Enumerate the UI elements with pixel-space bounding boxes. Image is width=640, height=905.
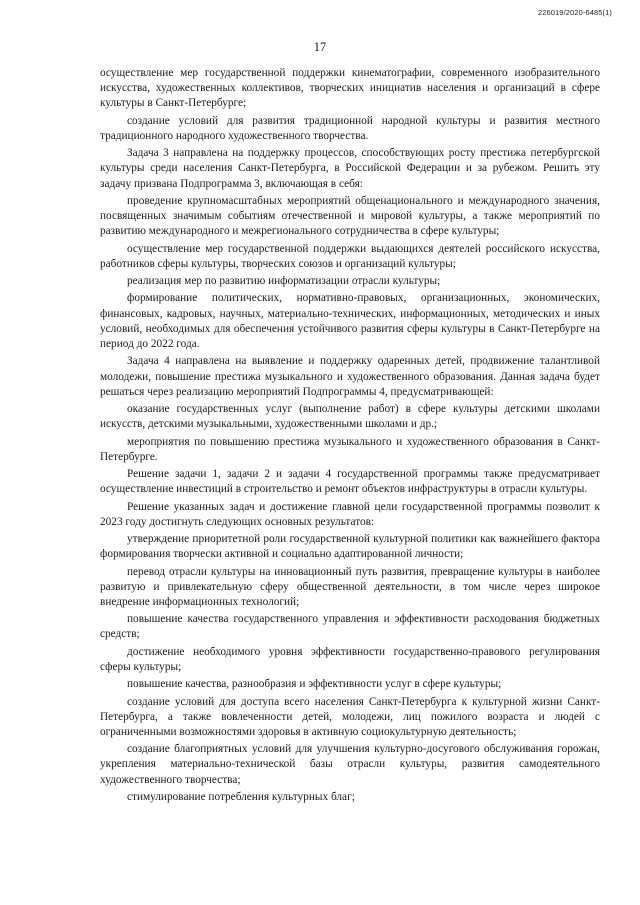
paragraph: повышение качества государственного управления и эффективности расходования бюджетных средств; [100, 613, 600, 641]
document-body [100, 66, 600, 807]
paragraph: Задача 4 направлена на выявление и поддержку одаренных детей, продвижение талантливой молодежи, повышение престижа музыкального и художественного образования. Данная задача будет решаться через реализацию мероприятий Подпрограммы 4, предусматривающей: [100, 355, 600, 398]
paragraph: формирование политических, нормативно-правовых, организационных, экономических, финансовых, кадровых, научных, материально-технических, информационных, методических и иных условий, необходимых для обеспечения устойчивого развития сферы культуры в Санкт-Петербурге на период до 2022 года. [100, 292, 600, 351]
document-id: 226019/2020-6485(1) [537, 8, 612, 17]
paragraph: перевод отрасли культуры на инновационный путь развития, превращение культуры в наиболее развитую и привлекательную сферу общественной деятельности, в том числе через широкое внедрение информационных технологий; [100, 565, 600, 608]
paragraph: осуществление мер государственной поддержки выдающихся деятелей российского искусства, работников сферы культуры, творческих союзов и организаций культуры; [100, 242, 600, 270]
paragraph: Решение задачи 1, задачи 2 и задачи 4 государственной программы также предусматривает осуществление инвестиций в строительство и ремонт объектов инфраструктуры в отрасли культуры. [100, 468, 600, 496]
paragraph: реализация мер по развитию информатизации отрасли культуры; [127, 275, 441, 288]
paragraph: создание благоприятных условий для улучшения культурно-досугового обслуживания горожан, укрепления материально-технической базы отрасли культуры, развития самодеятельного художественного творчества; [100, 743, 600, 786]
paragraph: осуществление мер государственной поддержки кинематографии, современного изобразительного искусства, художественных коллективов, творческих инициатив населения и организаций в сфере культуры в Санкт-Петербурге; [100, 67, 600, 110]
paragraph: мероприятия по повышению престижа музыкального и художественного образования в Санкт-Петербурге. [100, 435, 600, 463]
paragraph: Задача 3 направлена на поддержку процессов, способствующих росту престижа петербургской культуры среди населения Санкт-Петербурга, в Российской Федерации и за рубежом. Решить эту задачу призвана Подпрограмма 3, включающая в себя: [100, 147, 600, 190]
page-number: 17 [313, 40, 327, 54]
paragraph: достижение необходимого уровня эффективности государственно-правового регулирования сферы культуры; [100, 645, 600, 673]
paragraph: оказание государственных услуг (выполнение работ) в сфере культуры детскими школами искусств, детскими музыкальными, художественными школами и др.; [100, 403, 600, 431]
paragraph: создание условий для развития традиционной народной культуры и развития местного традиционного народного художественного творчества. [100, 114, 600, 142]
paragraph: утверждение приоритетной роли государственной культурной политики как важнейшего фактора формирования творчески активной и социально адаптированной личности; [100, 533, 600, 561]
paragraph: проведение крупномасштабных мероприятий общенационального и международного значения, посвященных значимым событиям отечественной и мировой культуры, а также мероприятий по развитию международного и межрегионального сотрудничества в сфере культуры; [100, 194, 600, 238]
paragraph: создание условий для доступа всего населения Санкт-Петербурга к культурной жизни Санкт-Петербурга, а также вовлеченности детей, молодежи, лиц пожилого возраста и людей с ограниченными возможностями здоровья в активную социокультурную деятельность; [100, 695, 600, 738]
paragraph: Решение указанных задач и достижение главной цели государственной программы позволит к 2023 году достигнуть следующих основных результатов: [100, 500, 600, 528]
paragraph: повышение качества, разнообразия и эффективности услуг в сфере культуры; [127, 678, 502, 691]
paragraph: стимулирование потребления культурных благ; [127, 790, 355, 803]
